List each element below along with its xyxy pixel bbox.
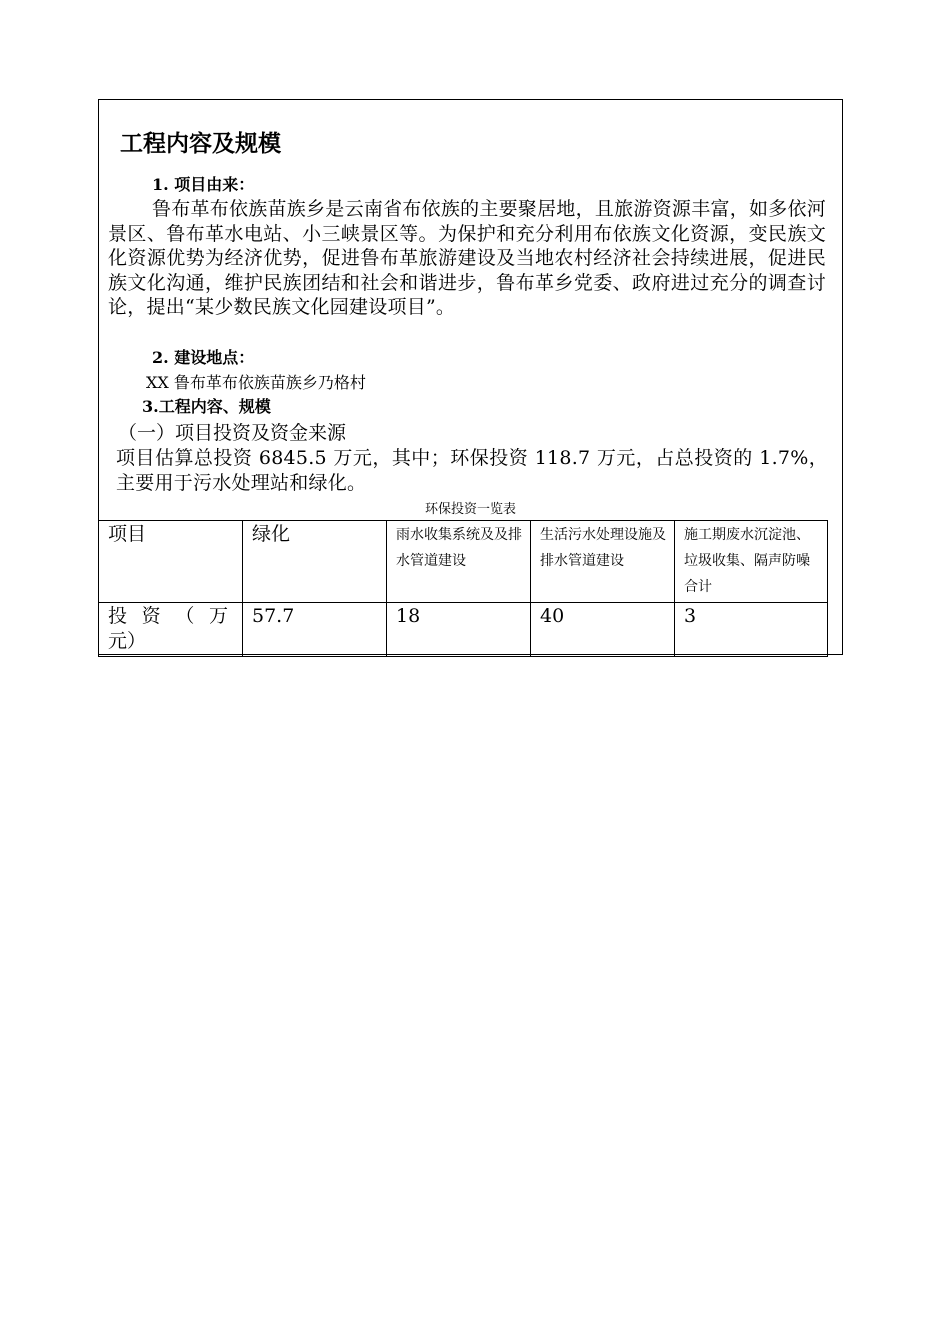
table-header-row (99, 521, 828, 603)
section-heading-scope: 3.工程内容、规模 (142, 397, 271, 416)
table-row (99, 603, 828, 657)
value-greening: 57.7 (243, 603, 387, 657)
value-rainwater: 18 (387, 603, 531, 657)
row-label-investment (99, 603, 243, 657)
header-cell-sewage: 生活污水处理设施及排水管道建设 (531, 521, 675, 603)
value-sewage: 40 (531, 603, 675, 657)
investment-paragraph: 项目估算总投资 6845.5 万元，其中；环保投资 118.7 万元，占总投资的 1.7%，主要用于污水处理站和绿化。 (116, 447, 828, 494)
origin-paragraph: 鲁布革布依族苗族乡是云南省布依族的主要聚居地，且旅游资源丰富，如多依河景区、鲁布革水电站、小三峡景区等。为保护和充分利用布依族文化资源，变民族文化资源优势为经济优势，促进鲁布革旅游建设及当地农村经济社会持续进展，促进民族文化沟通，维护民族团结和社会和谐进步，鲁布革乡党委、政府进过充分的调查讨论，提出“某少数民族文化园建设项目”。 (108, 198, 826, 318)
section-heading-origin: 1. 项目由来： (152, 175, 255, 194)
investment-subheading: （一）项目投资及资金来源 (118, 422, 347, 444)
header-cell-greening: 绿化 (243, 521, 387, 603)
location-text: XX 鲁布革布依族苗族乡乃格村 (146, 373, 366, 392)
header-cell-item: 项目 (99, 521, 243, 603)
value-construction: 3 (675, 603, 828, 657)
document-title: 工程内容及规模 (120, 131, 281, 157)
header-cell-rainwater: 雨水收集系统及及排水管道建设 (387, 521, 531, 603)
header-cell-construction: 施工期废水沉淀池、垃圾收集、隔声防噪合计 (675, 521, 828, 603)
table-caption: 环保投资一览表 (424, 502, 516, 517)
section-heading-location: 2. 建设地点： (152, 348, 255, 367)
row-label-line2: 元） (108, 630, 147, 652)
row-label-line1: 投 资 （ 万 (108, 605, 228, 627)
investment-table (98, 520, 828, 657)
